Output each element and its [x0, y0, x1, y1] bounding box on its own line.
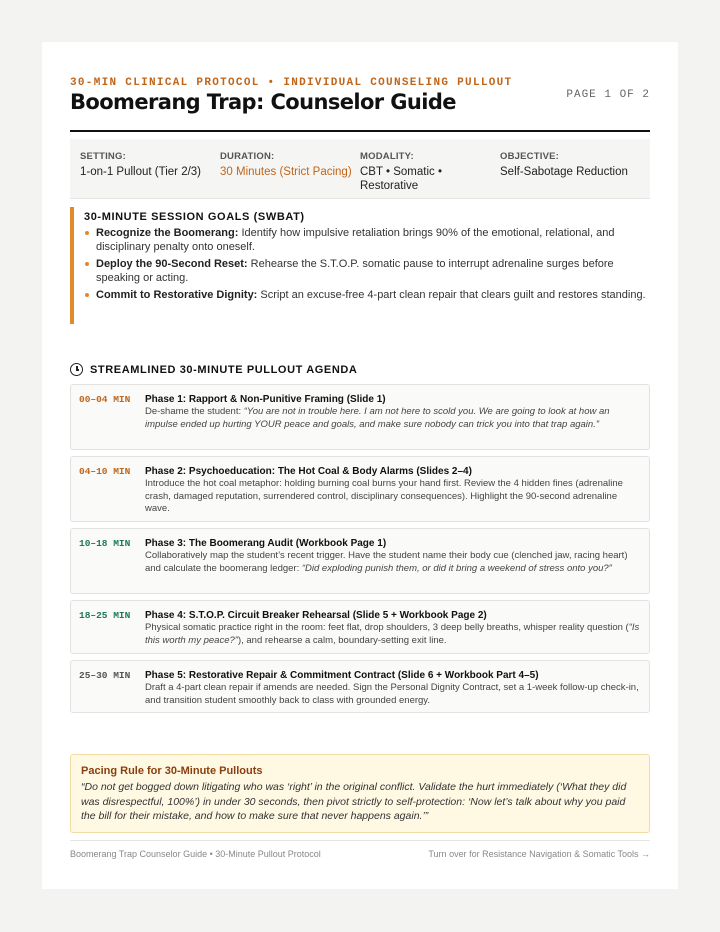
phase-title: Phase 2: Psychoeducation: The Hot Coal & Body Alarms (Slides 2–4): [145, 466, 472, 477]
footer-divider: [70, 840, 650, 841]
goal-item: [84, 257, 650, 285]
phase-time: 04–10 MIN: [79, 466, 131, 477]
phase-title: Phase 4: S.T.O.P. Circuit Breaker Rehearsal (Slide 5 + Workbook Page 2): [145, 610, 487, 621]
guide-page: [42, 42, 678, 889]
phase-desc-text: Collaboratively map the student’s recent trigger. Have the student name their body cue (clenched jaw, racing heart) and calculate the boomerang ledger:: [145, 550, 628, 574]
session-goals: [70, 207, 650, 324]
phase-title: Phase 1: Rapport & Non-Punitive Framing (Slide 1): [145, 394, 386, 405]
phase-desc: [145, 682, 641, 707]
meta-value: Self-Sabotage Reduction: [500, 166, 628, 178]
meta-duration: [220, 151, 360, 198]
phase-desc: [145, 406, 641, 431]
phase-desc-text: Physical somatic practice right in the room: feet flat, drop shoulders, 3 deep belly breaths, whisper reality question (: [145, 622, 629, 633]
phase-desc-text: De-shame the student:: [145, 406, 244, 417]
meta-value: CBT • Somatic • Restorative: [360, 166, 442, 192]
phase-title: Phase 3: The Boomerang Audit (Workbook Page 1): [145, 538, 387, 549]
phase-desc: [145, 622, 641, 647]
phase-title: Phase 5: Restorative Repair & Commitment Contract (Slide 6 + Workbook Part 4–5): [145, 670, 539, 681]
agenda-phase-4: [70, 600, 650, 654]
phase-desc-text: Introduce the hot coal metaphor: holding burning coal burns your hand first. Review the 4 hidden fines (adrenaline crash, damaged reputation, surrendered control, disciplinary consequences). Highlight the 90-second adrenaline wave.: [145, 478, 623, 514]
phase-time: 25–30 MIN: [79, 670, 131, 681]
agenda-phase-5: [70, 660, 650, 713]
phase-desc: [145, 478, 641, 516]
meta-value: 1-on-1 Pullout (Tier 2/3): [80, 166, 202, 178]
goal-text: Identify how impulsive retaliation brings 90% of the emotional, relational, and disciplinary penalty onto oneself.: [96, 227, 615, 253]
protocol-kicker: 30-MIN CLINICAL PROTOCOL • INDIVIDUAL COUNSELING PULLOUT: [70, 77, 513, 89]
meta-label: DURATION:: [220, 151, 275, 162]
phase-quote: “Did exploding punish them, or did it bring a weekend of stress onto you?”: [301, 562, 612, 574]
phase-body: [145, 393, 641, 431]
phase-body: [145, 465, 641, 516]
page-number: PAGE 1 OF 2: [566, 89, 650, 101]
agenda-phase-3: [70, 528, 650, 594]
phase-quote: “Is this worth my peace?”: [145, 622, 640, 646]
meta-label: MODALITY:: [360, 151, 414, 162]
footer-left: Boomerang Trap Counselor Guide • 30-Minute Pullout Protocol: [70, 849, 321, 859]
goal-lead: Deploy the 90-Second Reset:: [96, 258, 248, 270]
callout-title: Pacing Rule for 30-Minute Pullouts: [81, 765, 263, 777]
phase-body: [145, 609, 641, 647]
title-divider: [70, 130, 650, 132]
clock-icon: [70, 363, 83, 376]
agenda-title: STREAMLINED 30-MINUTE PULLOUT AGENDA: [90, 363, 358, 376]
meta-label: SETTING:: [80, 151, 126, 162]
session-meta: [70, 139, 650, 199]
meta-setting: [80, 151, 220, 198]
phase-quote: “You are not in trouble here. I am not here to scold you. We are going to look at how an impulse ended up hurting YOUR peace and goals, and make sure nobody can trick you into that trap again.”: [145, 406, 610, 430]
phase-desc: [145, 550, 641, 575]
phase-body: [145, 669, 641, 707]
phase-desc-after: ), and rehearse a calm, boundary-setting exit line.: [237, 634, 447, 646]
goal-text: Rehearse the S.T.O.P. somatic pause to interrupt adrenaline surges before speaking or acting.: [96, 258, 614, 284]
agenda-phase-1: [70, 384, 650, 450]
phase-time: 18–25 MIN: [79, 610, 131, 621]
meta-objective: [500, 151, 640, 198]
meta-label: OBJECTIVE:: [500, 151, 560, 162]
goal-item: [84, 288, 650, 302]
goal-lead: Commit to Restorative Dignity:: [96, 289, 258, 301]
agenda-phase-2: [70, 456, 650, 522]
phase-time: 00–04 MIN: [79, 394, 131, 405]
agenda-header: [70, 363, 357, 376]
pacing-callout: [70, 754, 650, 833]
footer-right: Turn over for Resistance Navigation & Somatic Tools →: [428, 849, 650, 859]
goal-text: Script an excuse-free 4-part clean repair that clears guilt and restores standing.: [257, 289, 646, 301]
goal-lead: Recognize the Boomerang:: [96, 227, 239, 239]
phase-body: [145, 537, 641, 575]
goals-title: 30-MINUTE SESSION GOALS (SWBAT): [84, 211, 305, 223]
meta-modality: [360, 151, 500, 198]
page-title: Boomerang Trap: Counselor Guide: [70, 90, 456, 114]
phase-time: 10–18 MIN: [79, 538, 131, 549]
goal-item: [84, 226, 650, 254]
phase-desc-text: Draft a 4-part clean repair if amends are needed. Sign the Personal Dignity Contract, set a 1-week follow-up check-in, and transition student smoothly back to class with grounded energy.: [145, 682, 639, 706]
meta-value: 30 Minutes (Strict Pacing): [220, 166, 352, 178]
callout-text: “Do not get bogged down litigating who was ‘right’ in the original conflict. Validate the hurt immediately (‘What they did was disrespectful, 100%’) in under 30 seconds, then pivot strictly to self-protection: ‘Now let’s talk about why you paid the bill for their mistake, and how to make sure that never happens again.’”: [81, 781, 627, 822]
